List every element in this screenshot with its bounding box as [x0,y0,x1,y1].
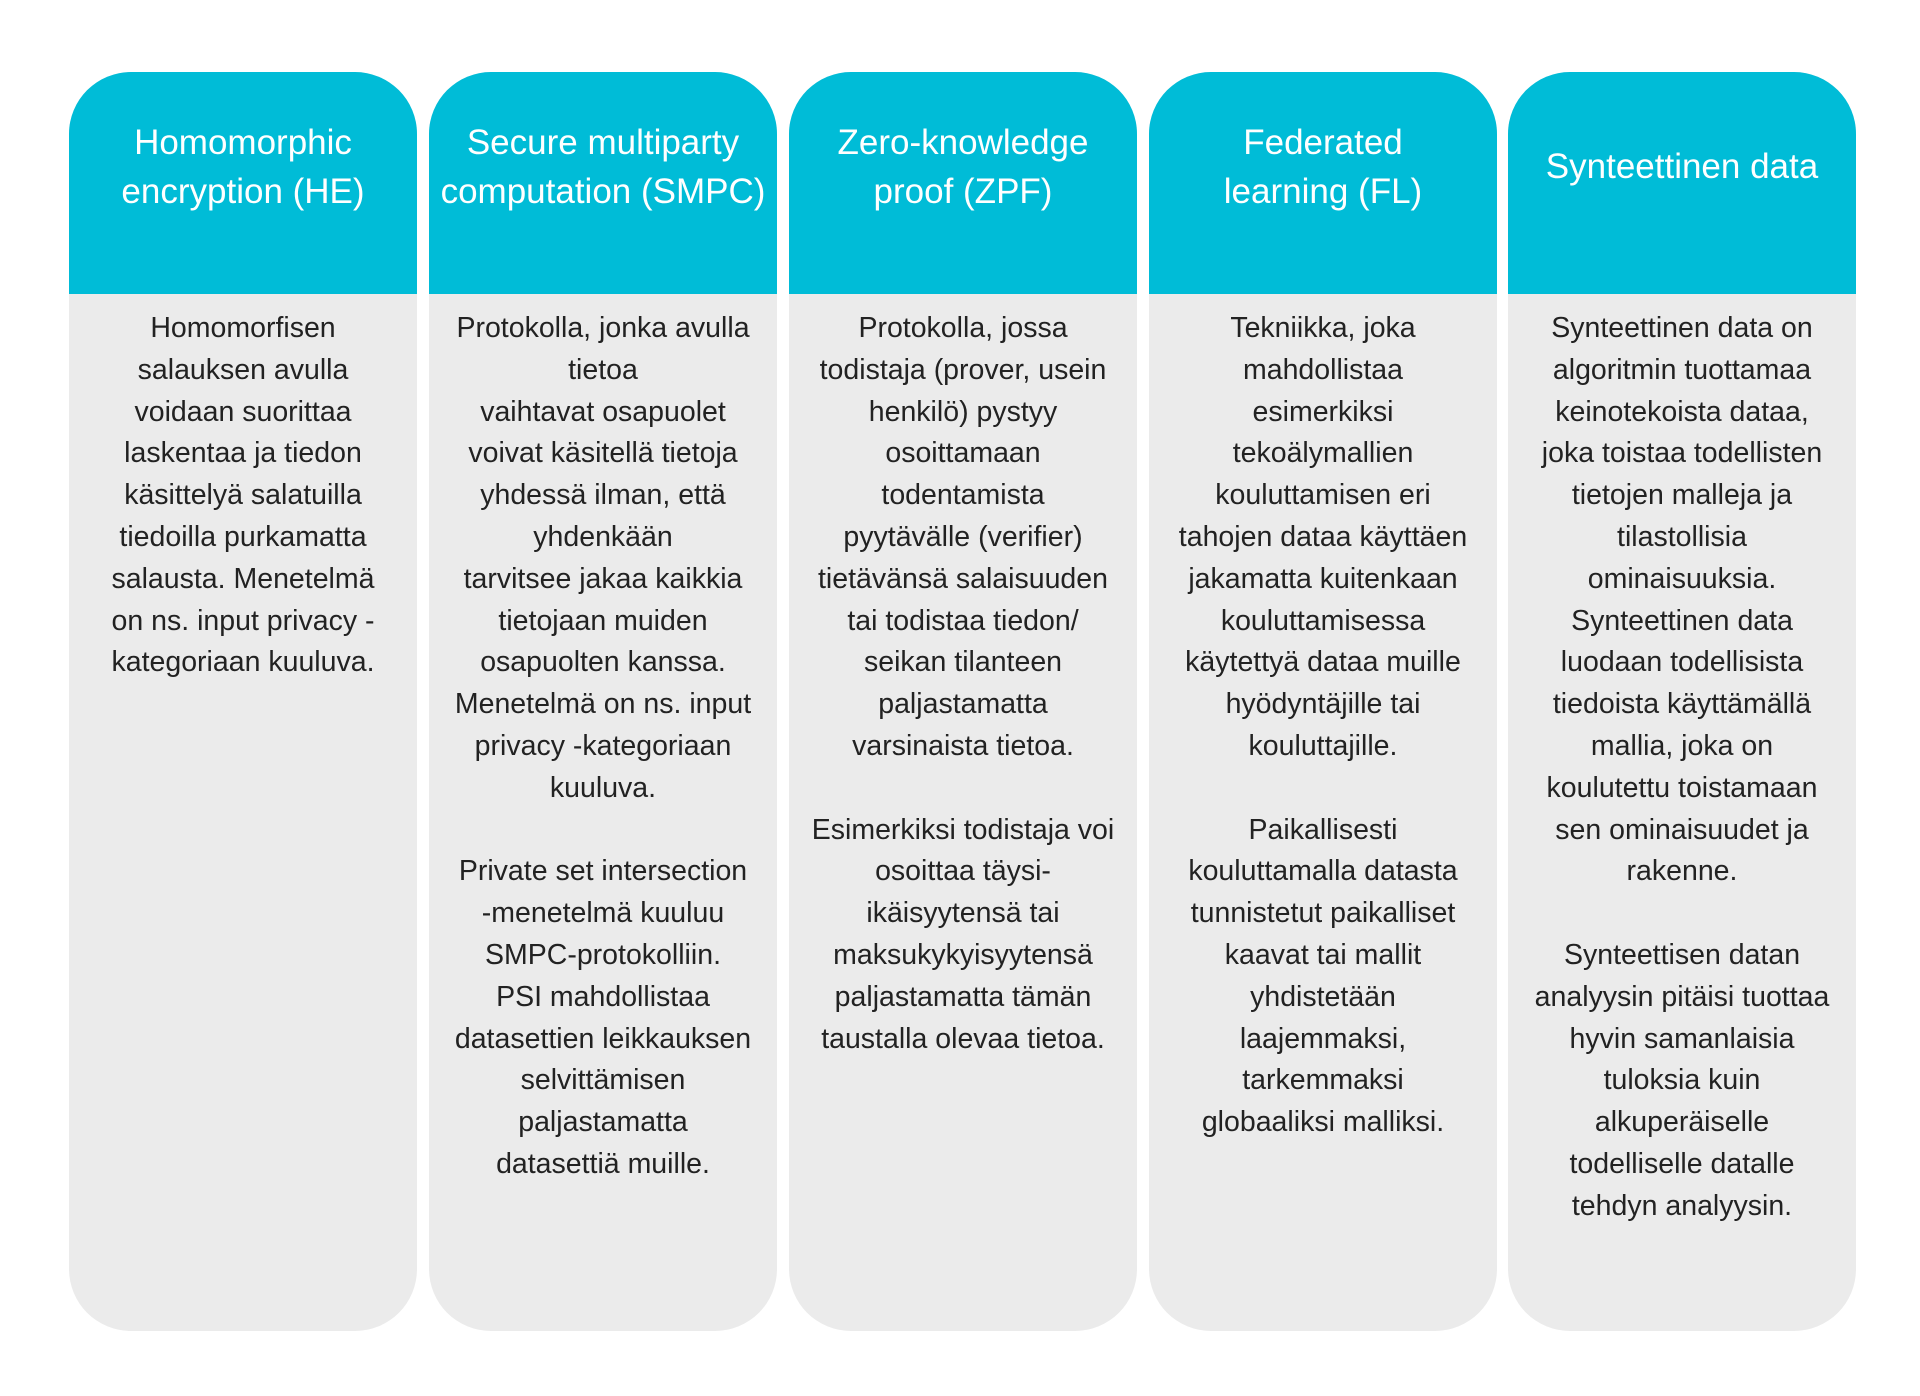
description-line: yhdenkään [533,520,673,553]
description-line: tuloksia kuin [1603,1064,1761,1097]
description-line: voidaan suorittaa [134,395,352,428]
description-line: Paikallisesti [1248,813,1398,846]
description-line: ominaisuuksia. [1587,562,1777,595]
description-line: osapuolten kanssa. [480,646,726,679]
description-line: tietoa [568,353,638,386]
description-paragraph [789,308,1137,768]
description-line: kategoriaan kuuluva. [111,646,375,679]
card-header [789,72,1137,294]
card-title-line: computation (SMPC) [440,172,766,211]
description-line: esimerkiksi [1252,395,1394,428]
description-line: paljastamatta [518,1106,688,1139]
card-description [1149,294,1497,1144]
description-line: Esimerkiksi todistaja voi [811,813,1115,846]
description-line: datasettiä muille. [496,1147,710,1180]
card-description [429,294,777,1186]
description-paragraph [1149,308,1497,768]
description-line: yhdistetään [1250,980,1396,1013]
description-line: algoritmin tuottamaa [1552,353,1812,386]
description-line: todentamista [881,479,1045,512]
card-title-line: proof (ZPF) [873,172,1053,211]
description-line: paljastamatta [878,688,1048,721]
description-line: todistaja (prover, usein [819,353,1107,386]
description-line: joka toistaa todellisten [1541,437,1823,470]
description-line: hyvin samanlaisia [1569,1022,1795,1055]
card-title-line: Synteettinen data [1545,147,1819,186]
description-line: globaaliksi malliksi. [1201,1106,1445,1139]
description-line: Protokolla, jonka avulla [456,312,750,344]
technique-card [789,72,1137,1331]
description-line: seikan tilanteen [863,646,1063,679]
description-line: maksukykyisyytensä [833,938,1093,971]
description-line: kouluttamalla datasta [1188,855,1458,888]
description-line: Private set intersection [458,855,748,888]
description-line: tarkemmaksi [1242,1064,1404,1097]
description-line: laskentaa ja tiedon [124,437,362,470]
technique-card [1508,72,1856,1331]
description-paragraph [429,851,777,1185]
description-line: paljastamatta tämän [834,980,1092,1013]
description-line: tunnistetut paikalliset [1190,897,1456,930]
description-line: tilastollisia [1617,520,1747,553]
description-line: kouluttajille. [1248,729,1398,762]
description-line: selvittämisen [520,1064,686,1097]
description-line: tiedoilla purkamatta [119,520,367,553]
description-line: osoittamaan [885,437,1041,470]
description-line: jakamatta kuitenkaan [1188,562,1458,595]
description-line: käytettyä dataa muille [1185,646,1461,679]
card-title-line: learning (FL) [1223,172,1423,211]
description-line: SMPC-protokolliin. [485,938,721,971]
description-line: varsinaista tietoa. [852,729,1074,762]
description-line: käsittelyä salatuilla [124,479,362,512]
technique-card [69,72,417,1331]
description-paragraph [1149,810,1497,1144]
description-line: PSI mahdollistaa [496,980,710,1013]
description-line: sen ominaisuudet ja [1555,813,1809,846]
card-title-line: Secure multiparty [466,123,740,162]
description-line: Menetelmä on ns. input [454,688,752,721]
description-line: salausta. Menetelmä [111,562,375,595]
card-header [429,72,777,294]
description-paragraph [1508,308,1856,893]
card-description [789,294,1137,1060]
description-line: tarvitsee jakaa kaikkia [463,562,743,595]
card-header [1508,72,1856,294]
description-line: kouluttamisessa [1220,604,1426,637]
description-line: vaihtavat osapuolet [480,395,726,428]
description-line: Tekniikka, joka [1230,312,1416,344]
description-line: alkuperäiselle [1594,1106,1770,1139]
description-paragraph [429,308,777,810]
description-paragraph [1508,935,1856,1228]
description-line: pyytävälle (verifier) [843,520,1083,553]
description-line: ikäisyytensä tai [866,897,1060,930]
description-line: mahdollistaa [1242,353,1403,386]
description-line: laajemmaksi, [1239,1022,1407,1055]
description-line: tietojen malleja ja [1571,479,1793,512]
description-line: Synteettinen data on [1551,312,1813,344]
description-line: henkilö) pystyy [868,395,1058,428]
card-description [1508,294,1856,1228]
description-line: kaavat tai mallit [1224,938,1422,971]
description-line: osoittaa täysi- [875,855,1051,888]
description-line: taustalla olevaa tietoa. [821,1022,1105,1055]
description-line: Homomorfisen [150,312,336,344]
description-line: datasettien leikkauksen [454,1022,752,1055]
description-line: tahojen dataa käyttäen [1178,520,1468,553]
description-line: tai todistaa tiedon/ [847,604,1079,637]
description-line: tehdyn analyysin. [1571,1189,1793,1222]
description-line: voivat käsitellä tietoja [468,437,738,470]
card-title-line: Zero-knowledge [837,123,1089,162]
description-line: on ns. input privacy - [111,604,375,637]
card-header [69,72,417,294]
description-line: -menetelmä kuuluu [481,897,725,930]
description-line: privacy -kategoriaan [474,729,732,762]
description-line: todelliselle datalle [1569,1147,1795,1180]
description-line: tiedoista käyttämällä [1552,688,1812,721]
description-line: Synteettisen datan [1563,938,1801,971]
description-line: salauksen avulla [137,353,349,386]
description-line: analyysin pitäisi tuottaa [1534,980,1830,1013]
description-line: kuuluva. [549,771,657,804]
description-line: koulutettu toistamaan [1546,771,1818,804]
card-title-line: encryption (HE) [121,172,365,211]
description-line: rakenne. [1626,855,1738,888]
description-line: Synteettinen data [1571,604,1793,637]
description-paragraph [789,810,1137,1061]
description-line: mallia, joka on [1590,729,1774,762]
description-line: hyödyntäjille tai [1225,688,1421,721]
card-header [1149,72,1497,294]
description-line: tietojaan muiden [498,604,708,637]
card-description [69,294,417,684]
description-line: Protokolla, jossa [858,312,1068,344]
description-line: keinotekoista dataa, [1555,395,1809,428]
description-line: luodaan todellisista [1560,646,1804,679]
description-line: tekoälymallien [1232,437,1414,470]
description-line: tietävänsä salaisuuden [818,562,1108,595]
technique-card [429,72,777,1331]
technique-card [1149,72,1497,1331]
card-title-line: Homomorphic [134,123,352,162]
description-line: kouluttamisen eri [1215,479,1431,512]
card-title-line: Federated [1243,123,1403,162]
description-paragraph [69,308,417,684]
description-line: yhdessä ilman, että [480,479,726,512]
